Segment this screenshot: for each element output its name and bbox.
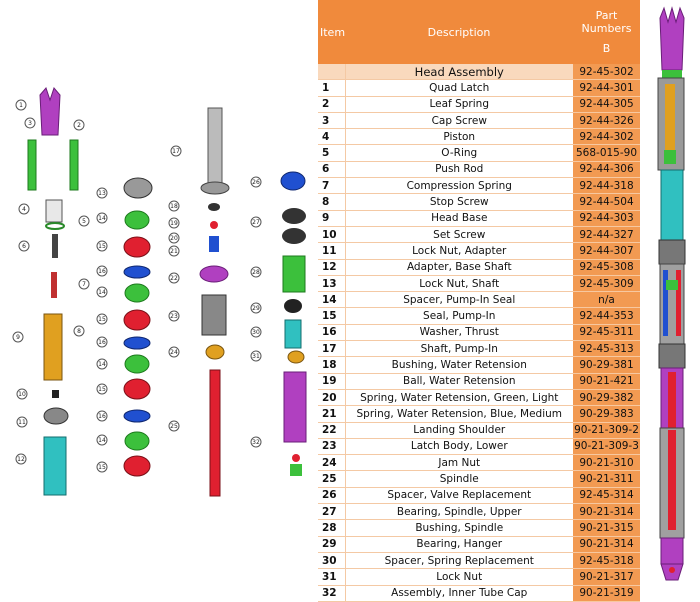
row-part-number: 92-45-313: [573, 341, 640, 357]
table-row: [318, 520, 640, 536]
row-item: 18: [318, 357, 345, 373]
callout-28: [251, 267, 261, 277]
table-row: [318, 259, 640, 275]
callout-23: [169, 311, 179, 321]
table-row: [318, 210, 640, 226]
callout-13: [97, 188, 107, 198]
bearing-spindle-upper: [282, 208, 306, 244]
svg-text:2: 2: [77, 122, 81, 129]
svg-text:20: 20: [170, 235, 178, 242]
assembly-cutaway-drawing: [640, 0, 700, 600]
table-row: [318, 569, 640, 585]
header-part-line1: Part: [595, 9, 618, 22]
row-part-number: 92-45-311: [573, 324, 640, 340]
table-row: [318, 422, 640, 438]
callout-8: [74, 326, 84, 336]
row-part-number: 90-29-383: [573, 406, 640, 422]
head-assembly-item: [318, 64, 345, 80]
callout-25: [169, 421, 179, 431]
piston: [46, 200, 62, 222]
svg-text:6: 6: [22, 243, 26, 250]
svg-text:23: 23: [170, 313, 178, 320]
row-item: 24: [318, 455, 345, 471]
callout-16a: [97, 266, 107, 276]
row-description: Spacer, Pump-In Seal: [345, 292, 573, 308]
callout-15a: [97, 241, 107, 251]
row-description: Lock Nut: [345, 569, 573, 585]
table-row: [318, 292, 640, 308]
callout-16c: [97, 411, 107, 421]
callout-21: [169, 246, 179, 256]
row-part-number: 90-21-315: [573, 520, 640, 536]
svg-text:3: 3: [28, 120, 32, 127]
callout-15b: [97, 314, 107, 324]
svg-text:5: 5: [82, 218, 86, 225]
row-part-number: 92-44-306: [573, 161, 640, 177]
row-part-number: 90-21-314: [573, 536, 640, 552]
landing-shoulder: [200, 266, 228, 282]
row-description: Piston: [345, 129, 573, 145]
row-part-number: 92-45-314: [573, 487, 640, 503]
row-part-number: 92-44-303: [573, 210, 640, 226]
row-description: O-Ring: [345, 145, 573, 161]
table-row: [318, 161, 640, 177]
svg-text:13: 13: [98, 190, 106, 197]
svg-text:8: 8: [77, 328, 81, 335]
head-assembly-row: [318, 64, 640, 80]
head-base: [44, 314, 62, 380]
svg-text:12: 12: [17, 456, 25, 463]
row-part-number: 90-21-310: [573, 455, 640, 471]
row-item: 3: [318, 112, 345, 128]
exploded-parts-diagram: [0, 0, 318, 600]
header-part-numbers: [573, 0, 640, 64]
svg-text:32: 32: [252, 439, 260, 446]
table-row: [318, 129, 640, 145]
row-item: 11: [318, 243, 345, 259]
svg-text:14: 14: [98, 361, 106, 368]
svg-text:27: 27: [252, 219, 260, 226]
row-part-number: 90-21-319: [573, 585, 640, 601]
row-item: 17: [318, 341, 345, 357]
svg-text:16: 16: [98, 268, 106, 275]
svg-text:21: 21: [170, 248, 178, 255]
row-item: 12: [318, 259, 345, 275]
svg-text:15: 15: [98, 316, 106, 323]
row-item: 14: [318, 292, 345, 308]
row-part-number: 90-21-314: [573, 504, 640, 520]
callout-14d: [97, 435, 107, 445]
table-header-row: [318, 0, 640, 64]
row-item: 23: [318, 438, 345, 454]
svg-text:17: 17: [172, 148, 180, 155]
callout-15d: [97, 462, 107, 472]
row-description: Jam Nut: [345, 455, 573, 471]
row-description: Adapter, Base Shaft: [345, 259, 573, 275]
row-part-number: 90-21-311: [573, 471, 640, 487]
row-item: 15: [318, 308, 345, 324]
row-part-number: 90-21-309-3: [573, 438, 640, 454]
latch-body-lower: [202, 295, 226, 335]
svg-text:29: 29: [252, 305, 260, 312]
row-description: Lock Nut, Shaft: [345, 275, 573, 291]
row-item: 2: [318, 96, 345, 112]
row-part-number: 92-44-307: [573, 243, 640, 259]
row-description: Landing Shoulder: [345, 422, 573, 438]
row-description: Spacer, Valve Replacement: [345, 487, 573, 503]
row-part-number: 90-29-381: [573, 357, 640, 373]
callout-29: [251, 303, 261, 313]
svg-text:14: 14: [98, 289, 106, 296]
callout-27: [251, 217, 261, 227]
svg-text:22: 22: [170, 275, 178, 282]
svg-text:14: 14: [98, 215, 106, 222]
row-part-number: 90-21-317: [573, 569, 640, 585]
row-part-number: 90-21-421: [573, 373, 640, 389]
row-description: Assembly, Inner Tube Cap: [345, 585, 573, 601]
row-item: 13: [318, 275, 345, 291]
row-description: Bearing, Hanger: [345, 536, 573, 552]
row-part-number: 92-45-309: [573, 275, 640, 291]
row-part-number: 92-45-318: [573, 552, 640, 568]
header-part-line3: B: [602, 42, 611, 55]
table-row: [318, 504, 640, 520]
row-description: Bushing, Water Retension: [345, 357, 573, 373]
bearing-hanger: [284, 299, 302, 313]
parts-table: [318, 0, 640, 602]
table-row: [318, 112, 640, 128]
row-item: 10: [318, 226, 345, 242]
row-description: Leaf Spring: [345, 96, 573, 112]
table-row: [318, 324, 640, 340]
callout-6: [19, 241, 29, 251]
svg-text:10: 10: [18, 391, 26, 398]
row-part-number: 92-44-504: [573, 194, 640, 210]
svg-text:16: 16: [98, 339, 106, 346]
row-item: 22: [318, 422, 345, 438]
svg-text:18: 18: [170, 203, 178, 210]
table-row: [318, 178, 640, 194]
callout-14b: [97, 287, 107, 297]
table-row: [318, 243, 640, 259]
row-item: 31: [318, 569, 345, 585]
row-description: Latch Body, Lower: [345, 438, 573, 454]
bushing-spindle: [283, 256, 305, 292]
svg-text:1: 1: [19, 102, 23, 109]
row-description: Compression Spring: [345, 178, 573, 194]
lock-nut: [288, 351, 304, 363]
row-description: Seal, Pump-In: [345, 308, 573, 324]
table-row: [318, 455, 640, 471]
spacer-spring-replacement: [285, 320, 301, 348]
head-assembly-description: Head Assembly: [345, 64, 573, 80]
svg-text:15: 15: [98, 464, 106, 471]
callout-15c: [97, 384, 107, 394]
table-row: [318, 552, 640, 568]
callout-17: [171, 146, 181, 156]
jam-nut: [206, 345, 224, 359]
row-item: 29: [318, 536, 345, 552]
water-retension-parts: [208, 203, 220, 252]
spacer-valve-replacement: [281, 172, 305, 190]
row-description: Stop Screw: [345, 194, 573, 210]
svg-text:19: 19: [170, 220, 178, 227]
row-part-number: 92-44-327: [573, 226, 640, 242]
row-item: 8: [318, 194, 345, 210]
row-item: 26: [318, 487, 345, 503]
row-description: Spindle: [345, 471, 573, 487]
header-description: Description: [345, 0, 573, 64]
row-description: Spring, Water Retension, Blue, Medium: [345, 406, 573, 422]
row-part-number: 90-21-309-2: [573, 422, 640, 438]
row-item: 5: [318, 145, 345, 161]
callout-9: [13, 332, 23, 342]
table-row: [318, 275, 640, 291]
row-description: Set Screw: [345, 226, 573, 242]
callout-4: [19, 204, 29, 214]
svg-text:11: 11: [18, 419, 26, 426]
row-part-number: 92-44-301: [573, 80, 640, 96]
row-item: 25: [318, 471, 345, 487]
row-item: 21: [318, 406, 345, 422]
table-row: [318, 471, 640, 487]
header-item: Item: [318, 0, 345, 64]
callout-2: [74, 120, 84, 130]
callout-14c: [97, 359, 107, 369]
row-part-number: 92-45-308: [573, 259, 640, 275]
pump-in-seal-stack: [124, 211, 150, 476]
quad-latch: [40, 88, 60, 135]
row-item: 4: [318, 129, 345, 145]
callout-12: [16, 454, 26, 464]
svg-text:14: 14: [98, 437, 106, 444]
callout-11: [17, 417, 27, 427]
svg-text:7: 7: [82, 281, 86, 288]
adapter-base-shaft: [44, 437, 66, 495]
row-part-number: n/a: [573, 292, 640, 308]
row-item: 32: [318, 585, 345, 601]
push-rod: [52, 234, 58, 258]
table-row: [318, 308, 640, 324]
row-item: 30: [318, 552, 345, 568]
row-description: Bushing, Spindle: [345, 520, 573, 536]
row-description: Bearing, Spindle, Upper: [345, 504, 573, 520]
callout-22: [169, 273, 179, 283]
callout-10: [17, 389, 27, 399]
table-row: [318, 406, 640, 422]
row-part-number: 92-44-353: [573, 308, 640, 324]
row-description: Ball, Water Retension: [345, 373, 573, 389]
svg-text:16: 16: [98, 413, 106, 420]
table-row: [318, 536, 640, 552]
row-item: 16: [318, 324, 345, 340]
table-row: [318, 194, 640, 210]
callout-32: [251, 437, 261, 447]
svg-text:28: 28: [252, 269, 260, 276]
row-description: Cap Screw: [345, 112, 573, 128]
table-row: [318, 145, 640, 161]
shaft-pump-in: [201, 108, 229, 194]
row-description: Spacer, Spring Replacement: [345, 552, 573, 568]
callout-18: [169, 201, 179, 211]
row-item: 1: [318, 80, 345, 96]
row-description: Shaft, Pump-In: [345, 341, 573, 357]
table-row: [318, 357, 640, 373]
svg-text:15: 15: [98, 243, 106, 250]
row-item: 27: [318, 504, 345, 520]
callout-3: [25, 118, 35, 128]
row-description: Head Base: [345, 210, 573, 226]
row-part-number: 92-44-302: [573, 129, 640, 145]
row-item: 7: [318, 178, 345, 194]
header-part-line2: Numbers: [581, 22, 632, 35]
callout-31: [251, 351, 261, 361]
callout-7: [79, 279, 89, 289]
table-row: [318, 96, 640, 112]
svg-text:31: 31: [252, 353, 260, 360]
row-part-number: 92-44-305: [573, 96, 640, 112]
head-assembly-part: 92-45-302: [573, 64, 640, 80]
svg-text:4: 4: [22, 206, 26, 213]
table-row: [318, 226, 640, 242]
callout-14a: [97, 213, 107, 223]
row-item: 20: [318, 389, 345, 405]
table-row: [318, 438, 640, 454]
leaf-springs: [28, 140, 78, 190]
table-row: [318, 487, 640, 503]
row-item: 9: [318, 210, 345, 226]
table-row: [318, 389, 640, 405]
lock-nut-adapter: [44, 408, 68, 424]
callout-24: [169, 347, 179, 357]
table-row: [318, 373, 640, 389]
callout-26: [251, 177, 261, 187]
row-part-number: 90-29-382: [573, 389, 640, 405]
compression-spring: [51, 272, 57, 298]
row-description: Washer, Thrust: [345, 324, 573, 340]
row-description: Push Rod: [345, 161, 573, 177]
svg-text:25: 25: [170, 423, 178, 430]
row-description: Quad Latch: [345, 80, 573, 96]
table-row: [318, 341, 640, 357]
callout-30: [251, 327, 261, 337]
row-description: Spring, Water Retension, Green, Light: [345, 389, 573, 405]
row-item: 6: [318, 161, 345, 177]
row-part-number: 92-44-318: [573, 178, 640, 194]
set-screw: [52, 390, 59, 398]
svg-text:30: 30: [252, 329, 260, 336]
table-row: [318, 80, 640, 96]
svg-text:15: 15: [98, 386, 106, 393]
row-description: Lock Nut, Adapter: [345, 243, 573, 259]
callout-16b: [97, 337, 107, 347]
spindle: [210, 370, 220, 496]
callout-20: [169, 233, 179, 243]
row-part-number: 92-44-326: [573, 112, 640, 128]
row-item: 28: [318, 520, 345, 536]
svg-text:9: 9: [16, 334, 20, 341]
inner-tube-cap: [284, 372, 306, 476]
callout-5: [79, 216, 89, 226]
o-ring: [46, 223, 64, 229]
table-row: [318, 585, 640, 601]
svg-text:26: 26: [252, 179, 260, 186]
callout-19: [169, 218, 179, 228]
row-part-number: 568-015-90: [573, 145, 640, 161]
lock-nut-shaft: [124, 178, 152, 198]
row-item: 19: [318, 373, 345, 389]
svg-text:24: 24: [170, 349, 178, 356]
callout-1: [16, 100, 26, 110]
